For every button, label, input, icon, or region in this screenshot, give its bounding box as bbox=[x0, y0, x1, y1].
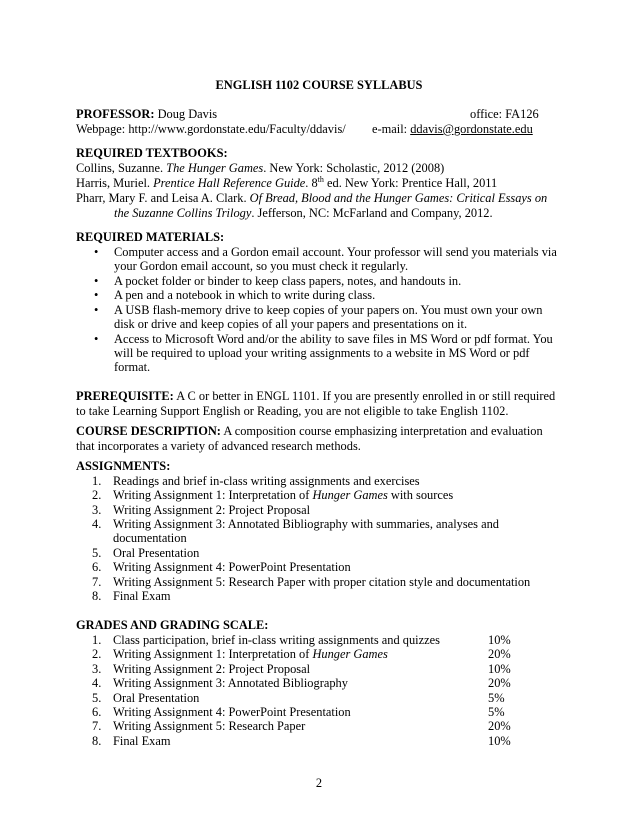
grades-heading: GRADES AND GRADING SCALE: bbox=[76, 618, 269, 632]
item-number: 1. bbox=[92, 474, 102, 488]
grade-percent: 5% bbox=[488, 691, 505, 705]
item-number: 7. bbox=[92, 719, 102, 733]
assignment-text: Writing Assignment 4: PowerPoint Presentation bbox=[113, 560, 351, 574]
materials-heading: REQUIRED MATERIALS: bbox=[76, 230, 225, 244]
prerequisite-text: A C or better in ENGL 1101. If you are presently enrolled in or still required bbox=[173, 389, 556, 403]
page-number: 2 bbox=[315, 776, 323, 790]
grade-item: Writing Assignment 5: Research Paper bbox=[113, 719, 306, 733]
assignment-text: Oral Presentation bbox=[113, 546, 200, 560]
textbook-title: Of Bread, Blood and the Hunger Games: Critical Essays on bbox=[249, 191, 548, 205]
grade-item: Writing Assignment 4: PowerPoint Presentation bbox=[113, 705, 351, 719]
assignment-text: Writing Assignment 2: Project Proposal bbox=[113, 503, 311, 517]
assignment-text-part: with sources bbox=[387, 488, 454, 502]
textbook-author: Collins, Suzanne. bbox=[76, 161, 167, 175]
material-text: your Gordon email account, so you must check it regularly. bbox=[114, 259, 409, 273]
textbook-title: The Hunger Games bbox=[166, 161, 264, 175]
item-number: 7. bbox=[92, 575, 102, 589]
textbook-entry bbox=[76, 176, 562, 190]
grade-item-part: Writing Assignment 1: Interpretation of bbox=[113, 647, 313, 661]
description-label: COURSE DESCRIPTION: bbox=[76, 424, 221, 438]
assignment-text: Final Exam bbox=[113, 589, 171, 603]
textbook-publisher: . New York: Scholastic, 2012 (2008) bbox=[263, 161, 445, 175]
grade-item: Writing Assignment 3: Annotated Bibliography bbox=[113, 676, 348, 690]
grade-percent: 10% bbox=[488, 662, 511, 676]
description-text: A composition course emphasizing interpretation and evaluation bbox=[220, 424, 543, 438]
material-text: A pen and a notebook in which to write during class. bbox=[114, 288, 376, 302]
bullet-icon: • bbox=[94, 303, 99, 317]
book-title: Hunger Games bbox=[312, 488, 388, 502]
item-number: 1. bbox=[92, 633, 102, 647]
material-text: A USB flash-memory drive to keep copies of your papers on. You must own your own bbox=[114, 303, 543, 317]
item-number: 6. bbox=[92, 705, 102, 719]
textbook-publisher: ed. New York: Prentice Hall, 2011 bbox=[323, 176, 498, 190]
prerequisite-line bbox=[76, 389, 562, 403]
textbook-entry-continued bbox=[114, 206, 600, 220]
email-link[interactable]: ddavis@gordonstate.edu bbox=[410, 122, 533, 136]
textbook-edition: . 8 bbox=[305, 176, 318, 190]
item-number: 6. bbox=[92, 560, 102, 574]
description-line bbox=[76, 424, 562, 438]
textbooks-heading: REQUIRED TEXTBOOKS: bbox=[76, 146, 228, 160]
assignment-text: Writing Assignment 3: Annotated Bibliography with summaries, analyses and bbox=[113, 517, 499, 531]
bullet-icon: • bbox=[94, 245, 99, 259]
grade-percent: 20% bbox=[488, 719, 511, 733]
item-number: 3. bbox=[92, 503, 102, 517]
professor-name: Doug Davis bbox=[157, 107, 218, 121]
office-info: office: FA126 bbox=[470, 107, 539, 121]
textbook-author: Pharr, Mary F. and Leisa A. Clark. bbox=[76, 191, 250, 205]
grade-percent: 10% bbox=[488, 734, 511, 748]
grade-item: Oral Presentation bbox=[113, 691, 200, 705]
item-number: 4. bbox=[92, 676, 102, 690]
assignment-text: documentation bbox=[113, 531, 187, 545]
webpage-line: Webpage: http://www.gordonstate.edu/Faculty/ddavis/ bbox=[76, 122, 346, 136]
textbook-publisher: . Jefferson, NC: McFarland and Company, 2012. bbox=[251, 206, 493, 220]
email-line bbox=[372, 122, 533, 136]
grade-percent: 20% bbox=[488, 676, 511, 690]
book-title: Hunger Games bbox=[312, 647, 388, 661]
prerequisite-text: to take Learning Support English or Reading, you are not eligible to take English 1102. bbox=[76, 404, 509, 418]
assignment-text: Readings and brief in-class writing assignments and exercises bbox=[113, 474, 420, 488]
grade-item: Writing Assignment 2: Project Proposal bbox=[113, 662, 311, 676]
grade-percent: 5% bbox=[488, 705, 505, 719]
edition-suffix: th bbox=[317, 174, 324, 184]
textbook-title: the Suzanne Collins Trilogy bbox=[114, 206, 252, 220]
material-text: disk or drive and keep copies of all your papers and presentations on it. bbox=[114, 317, 468, 331]
grade-item: Final Exam bbox=[113, 734, 171, 748]
item-number: 3. bbox=[92, 662, 102, 676]
textbook-entry bbox=[76, 161, 562, 175]
email-label: e-mail: bbox=[372, 122, 411, 136]
bullet-icon: • bbox=[94, 332, 99, 346]
material-text: format. bbox=[114, 360, 151, 374]
assignment-text-part: Writing Assignment 1: Interpretation of bbox=[113, 488, 313, 502]
professor-label: PROFESSOR: bbox=[76, 107, 155, 121]
assignments-heading: ASSIGNMENTS: bbox=[76, 459, 171, 473]
textbook-entry bbox=[76, 191, 562, 205]
material-text: Access to Microsoft Word and/or the ability to save files in MS Word or pdf format. You bbox=[114, 332, 553, 346]
item-number: 4. bbox=[92, 517, 102, 531]
item-number: 8. bbox=[92, 734, 102, 748]
textbook-title: Prentice Hall Reference Guide bbox=[153, 176, 306, 190]
item-number: 5. bbox=[92, 546, 102, 560]
material-text: will be required to upload your writing assignments to a website in MS Word or pdf bbox=[114, 346, 530, 360]
grade-item: Class participation, brief in-class writing assignments and quizzes bbox=[113, 633, 440, 647]
item-number: 5. bbox=[92, 691, 102, 705]
bullet-icon: • bbox=[94, 274, 99, 288]
assignment-text bbox=[113, 488, 453, 502]
grade-percent: 20% bbox=[488, 647, 511, 661]
description-text: that incorporates a variety of advanced research methods. bbox=[76, 439, 361, 453]
grade-percent: 10% bbox=[488, 633, 511, 647]
prerequisite-label: PREREQUISITE: bbox=[76, 389, 174, 403]
bullet-icon: • bbox=[94, 288, 99, 302]
material-text: A pocket folder or binder to keep class papers, notes, and handouts in. bbox=[114, 274, 462, 288]
grade-item bbox=[113, 647, 388, 661]
item-number: 2. bbox=[92, 488, 102, 502]
textbook-author: Harris, Muriel. bbox=[76, 176, 154, 190]
assignment-text: Writing Assignment 5: Research Paper with proper citation style and documentation bbox=[113, 575, 531, 589]
page-title: ENGLISH 1102 COURSE SYLLABUS bbox=[215, 78, 423, 92]
material-text: Computer access and a Gordon email account. Your professor will send you materials via bbox=[114, 245, 557, 259]
item-number: 2. bbox=[92, 647, 102, 661]
item-number: 8. bbox=[92, 589, 102, 603]
